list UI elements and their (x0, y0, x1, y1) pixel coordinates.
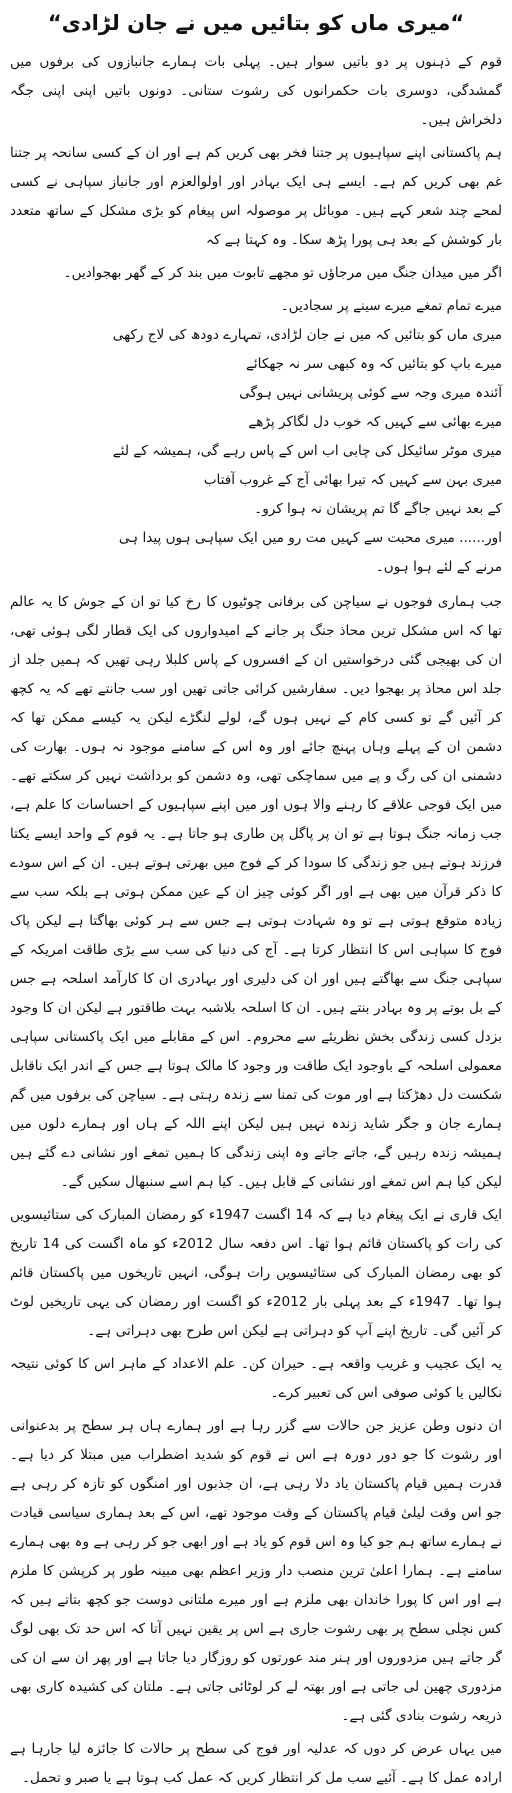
poem-line: اور...... میری محبت سے کہیں مت رو میں ایک سپاہی ہوں پیدا ہی (118, 530, 502, 546)
poem-line: میری ماں کو بتائیں کہ میں نے جان لڑادی، تمہارے دودھ کی لاج رکھی (112, 327, 502, 343)
poem-line: کے بعد نہیں جاگے گا تم پریشان نہ ہوا کرو۔ (254, 501, 502, 517)
poem-line: میری بہن سے کہیں کہ تیرا بھائی آج کے غروب آفتاب (203, 472, 502, 488)
body-paragraph-closing: میں یہاں عرض کر دوں کہ عدلیہ اور فوج کی سطح پر حالات کا جائزہ لیا جارہا ہے ارادہ عمل کا ہے۔ آئیے سب مل کر انتظار کریں کہ عمل کب ہوتا ہے یا صبر و تحمل۔ (10, 1741, 502, 1786)
intro-paragraph-1: قوم کے ذہنوں پر دو باتیں سوار ہیں۔ پہلی بات ہمارے جانبازوں کی برفوں میں گمشدگی، دوسری بات حکمرانوں کی رشوت ستانی۔ دونوں باتیں اپنی اپنی جگہ دلخراش ہیں۔ (10, 54, 502, 128)
body-paragraph-date-coincidence: ایک قاری نے ایک پیغام دیا ہے کہ 14 اگست 1947ء کو رمضان المبارک کی ستائیسویں کی رات کو پاکستان قائم ہوا تھا۔ اس دفعہ سال 2012ء کو ماہ اگست کی 14 تاریخ کو بھی رمضان المبارک کی ستائیسویں رات ہوگی، انہیں تاریخوں میں پاکستان قائم ہوا تھا۔ 1947ء کے بعد پہلی بار 2012ء کو اگست اور رمضان کی یہی تاریخیں لوٹ کر آئیں گی۔ تاریخ اپنے آپ کو دہراتی ہے لیکن اس طرح بھی دہراتی ہے۔ (10, 1207, 502, 1339)
poem-line: میرے بھائی سے کہیں کہ خوب دل لگاکر پڑھے (248, 414, 502, 430)
body-paragraph-corruption: ان دنوں وطن عزیز جن حالات سے گزر رہا ہے اور ہمارے ہاں ہر سطح پر بدعنوانی اور رشوت کا جو دور دورہ ہے اس نے قوم کو شدید اضطراب میں مبتلا کر دیا ہے۔ قدرت ہمیں قیام پاکستان یاد دلا رہی ہے، ان جذبوں اور امنگوں کو تازہ کر رہی ہے جو اس وقت لیلیٰ قیام پاکستان کے وقت موجود تھے، اس کے بعد ہماری سیاسی قیادت نے ہمارے ساتھ ہم جو کیا وہ اس قوم کو یاد ہے اور ابھی جو کر رہی ہے وہ بھی ہمارے سامنے ہے۔ ہمارا اعلیٰ ترین منصب دار وزیر اعظم بھی مبینہ طور پر کرپشن کا ملزم ہے اور اس کا پورا خاندان بھی ملزم ہے اور میرے ملتانی دوست جو کچھ بتاتے ہیں کہ کس نچلی سطح پر بھی رشوت جاری ہے اس پر یقین نہیں آتا کہ اس حد تک بھی لوگ گر جاتے ہیں مزدوروں اور ہنر مند عورتوں کو روزگار دیا جاتا ہے اور پھر ان سے ان کی مزدوری چھین لی جاتی ہے اور بھتہ لے کر لوٹائی جاتی ہے۔ ملتان کی کشیدہ کاری بھی ذریعہ رشوت بنادی گئی ہے۔ (10, 1418, 502, 1724)
poem-line: میرے تمام تمغے میرے سینے پر سجادیں۔ (280, 298, 502, 314)
body-paragraph-numerology: یہ ایک عجیب و غریب واقعہ ہے۔ حیران کن۔ علم الاعداد کے ماہر اس کا کوئی نتیجہ نکالیں یا کوئی صوفی اس کی تعبیر کرے۔ (10, 1356, 502, 1401)
poem-line: آئندہ میری وجہ سے کوئی پریشانی نہیں ہوگی (239, 385, 502, 401)
body-paragraph-siachen: جب ہماری فوجوں نے سیاچن کی برفانی چوٹیوں کا رخ کیا تو ان کے جوش کا یہ عالم تھا کہ اس مشکل ترین محاذ جنگ پر جانے کے امیدواروں کی ایک قطار لگی ہوئی تھی، ان کی بھیجی گئی درخواستیں ان کے افسروں کے پاس کلبلا رہی تھیں کہ ہمیں جلد از جلد اس محاذ پر بھجوا دیں۔ سفارشیں کرائی جاتی تھیں اور سب جانتے تھے کہ یہ کچھ کر آئیں گے تو کسی کام کے نہیں ہوں گے، لولے لنگڑے لیکن یہ کیسے ممکن تھا کہ دشمن ان کے پہلے وہاں پہنچ جائے اور وہ اس کے سامنے موجود نہ ہوں۔ بھارت کی دشمنی ان کی رگ و پے میں سماچکی تھی، وہ دشمن کو برداشت نہیں کر سکتے تھے۔ میں ایک فوجی علاقے کا رہنے والا ہوں اور میں اپنے سپاہیوں کے احساسات کا علم ہے، جب زمانہ جنگ ہوتا ہے تو ان پر پاگل پن طاری ہو جاتا ہے۔ یہ قوم کے واحد ایسے یکتا فرزند ہوتے ہیں جو زندگی کا سودا کر کے فوج میں بھرتی ہوتے ہیں۔ ان کے اس سودے کا ذکر قرآن میں بھی ہے اور اگر کوئی چیز ان کے عین ممکن ہوتی ہے بلکہ سب سے زیادہ متوقع ہوتی ہے تو وہ شہادت ہوتی ہے جس سے ہر کوئی بھاگتا ہے لیکن پاک فوج کا سپاہی اس کا انتظار کرتا ہے۔ آج کی دنیا کی سب سے بڑی طاقت امریکہ کے سپاہی جنگ سے بھاگتے ہیں اور ان کی دلیری اور بہادری ان کا کارآمد اسلحہ ہے جس کے بل بوتے پر وہ بہادر بنتے ہیں۔ ان کا اسلحہ بلاشبہ بہت طاقتور ہے لیکن ان کا وجود بزدل کسی زندگی بخش نظریئے سے محروم۔ اس کے مقابلے میں ایک پاکستانی سپاہی معمولی اسلحہ کے باوجود ایک طاقت ور وجود کا مالک ہوتا ہے جس کے اندر ایک ناقابل شکست دل دھڑکتا ہے اور موت کی تمنا سے زندہ رہتی ہے۔ سیاچن کی برفوں میں گم ہمارے جان و جگر شاید زندہ نہیں ہیں لیکن اپنے اللہ کے ہاں اور ہمارے دلوں میں ہمیشہ زندہ رہیں گے، جاتے جاتے وہ اپنی زندگی کا ہمیں تمغے اور نشانی دے گئے ہیں لیکن کیا ہم اس تمغے اور نشانی کے قابل ہیں۔ کیا ہم اسے سنبھال سکیں گے۔ (10, 594, 502, 1190)
poem-line: میری موٹر سائیکل کی چابی اب اس کے پاس رہے گی، ہمیشہ کے لئے (112, 443, 502, 459)
poem-line: میرے باپ کو بتائیں کہ وہ کبھی سر نہ جھکائے (245, 356, 502, 372)
intro-paragraph-2: ہم پاکستانی اپنے سپاہیوں پر جتنا فخر بھی کریں کم ہے اور ان کے کسی سانحہ پر جتنا غم بھی کریں کم ہے۔ ایسے ہی ایک بہادر اور اولوالعزم اور جانباز سپاہی نے کسی لمحے چند شعر کہے ہیں۔ موبائل پر موصولہ اس پیغام کو بڑی مشکل کے ساتھ متعدد بار کوشش کے بعد ہی پورا پڑھ سکا۔ وہ کہتا ہے کہ (10, 145, 502, 248)
intro-paragraph-3: اگر میں میدان جنگ میں مرجاؤں تو مجھے تابوت میں بند کر کے گھر بھجوادیں۔ (63, 265, 502, 281)
soldier-poem (10, 292, 502, 582)
poem-line: مرنے کے لئے ہوا ہوں۔ (375, 559, 502, 575)
article-headline: “میری ماں کو بتائیں میں نے جان لڑادی“ (47, 11, 465, 35)
